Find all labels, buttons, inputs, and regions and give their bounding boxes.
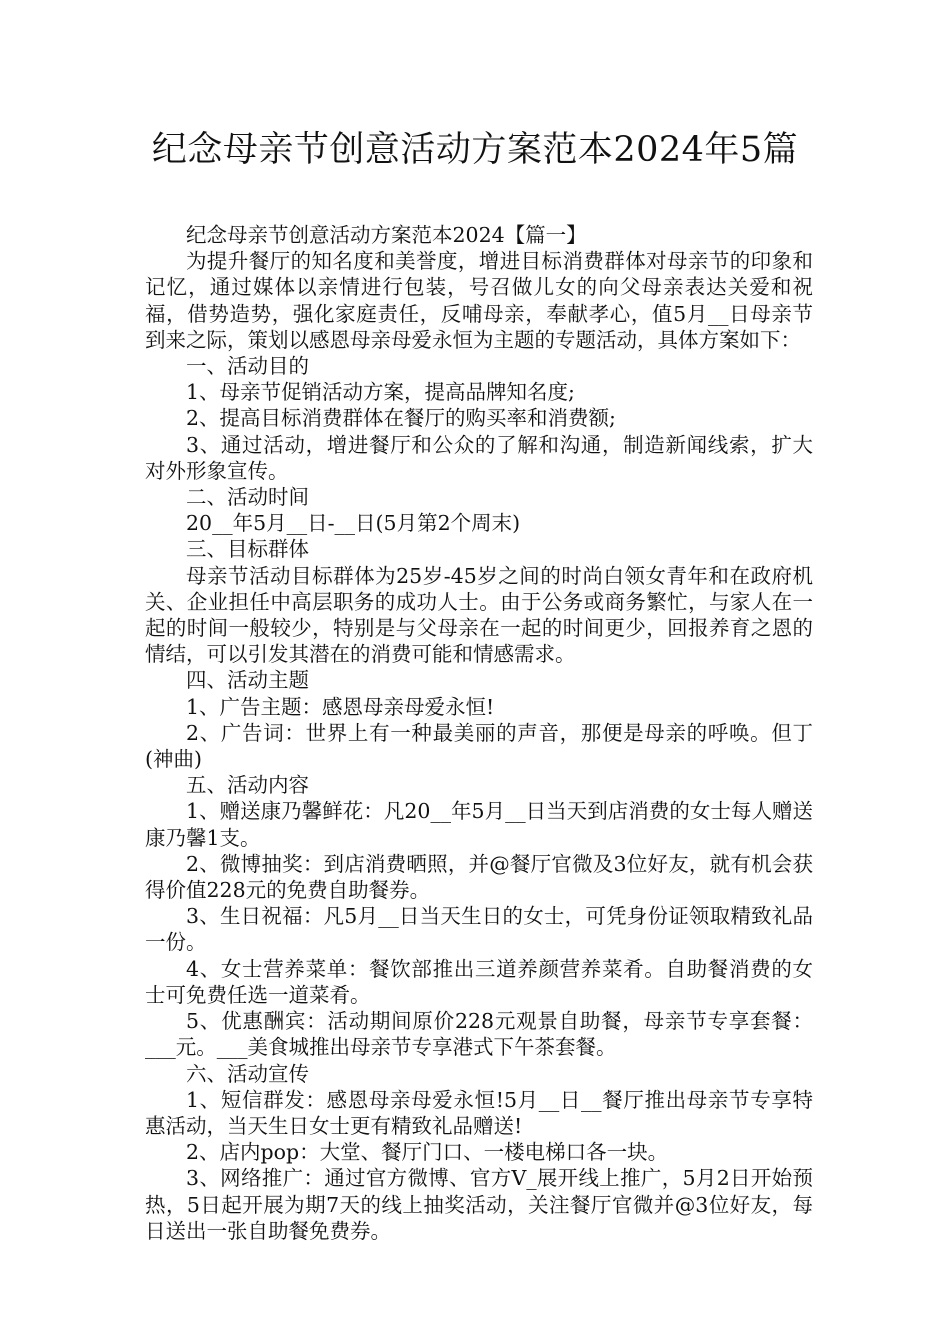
purpose-item-3: 3、通过活动，增进餐厅和公众的了解和沟通，制造新闻线索，扩大对外形象宣传。 [145,432,813,483]
document-title: 纪念母亲节创意活动方案范本2024年5篇 [151,130,799,170]
content-item-5: 5、优惠酬宾：活动期间原价228元观景自助餐，母亲节专享套餐：___元。___美食城推出母亲节专享港式下午茶套餐。 [145,1009,813,1060]
content-item-3: 3、生日祝福：凡5月__日当天生日的女士，可凭身份证领取精致礼品一份。 [145,904,813,955]
theme-item-2: 2、广告词：世界上有一种最美丽的声音，那便是母亲的呼唤。但丁(神曲) [145,720,813,772]
section-heading-promotion: 六、活动宣传 [186,1061,309,1086]
purpose-item-2: 2、提高目标消费群体在餐厅的购买率和消费额; [186,406,616,431]
section-heading-theme: 四、活动主题 [186,668,309,693]
document-body [145,222,813,1244]
section-heading-time: 二、活动时间 [186,485,309,510]
theme-item-1: 1、广告主题：感恩母亲母爱永恒! [186,694,495,719]
target-group-paragraph: 母亲节活动目标群体为25岁-45岁之间的时尚白领女青年和在政府机关、企业担任中高层职务的成功人士。由于公务或商务繁忙，与家人在一起的时间一般较少，特别是与父母亲在一起的时间更少，回报养育之恩的情结，可以引发其潜在的消费可能和情感需求。 [145,563,813,667]
promotion-item-1: 1、短信群发：感恩母亲母爱永恒!5月__日__餐厅推出母亲节专享特惠活动，当天生日女士更有精致礼品赠送! [145,1087,813,1138]
promotion-item-2: 2、店内pop：大堂、餐厅门口、一楼电梯口各一块。 [186,1140,669,1165]
section-heading-part-one: 纪念母亲节创意活动方案范本2024【篇一】 [186,223,587,247]
intro-paragraph: 为提升餐厅的知名度和美誉度，增进目标消费群体对母亲节的印象和记忆，通过媒体以亲情进行包装，号召做儿女的向父母亲表达关爱和祝福，借势造势，强化家庭责任，反哺母亲，奉献孝心，值5月__日母亲节到来之际，策划以感恩母亲母爱永恒为主题的专题活动，具体方案如下： [145,249,813,352]
time-detail: 20__年5月__日-__日(5月第2个周末) [186,511,521,536]
section-heading-purpose: 一、活动目的 [186,354,309,379]
content-item-4: 4、女士营养菜单：餐饮部推出三道养颜营养菜肴。自助餐消费的女士可免费任选一道菜肴。 [145,956,813,1007]
section-heading-content: 五、活动内容 [186,773,309,798]
purpose-item-1: 1、母亲节促销活动方案，提高品牌知名度; [186,380,575,405]
section-heading-target-group: 三、目标群体 [186,537,309,562]
content-item-1: 1、赠送康乃馨鲜花：凡20__年5月__日当天到店消费的女士每人赠送康乃馨1支。 [145,799,813,850]
content-item-2: 2、微博抽奖：到店消费晒照，并@餐厅官微及3位好友，就有机会获得价值228元的免费自助餐券。 [145,851,813,903]
promotion-item-3: 3、网络推广：通过官方微博、官方V_展开线上推广，5月2日开始预热，5日起开展为期7天的线上抽奖活动，关注餐厅官微并@3位好友，每日送出一张自助餐免费券。 [145,1166,813,1243]
